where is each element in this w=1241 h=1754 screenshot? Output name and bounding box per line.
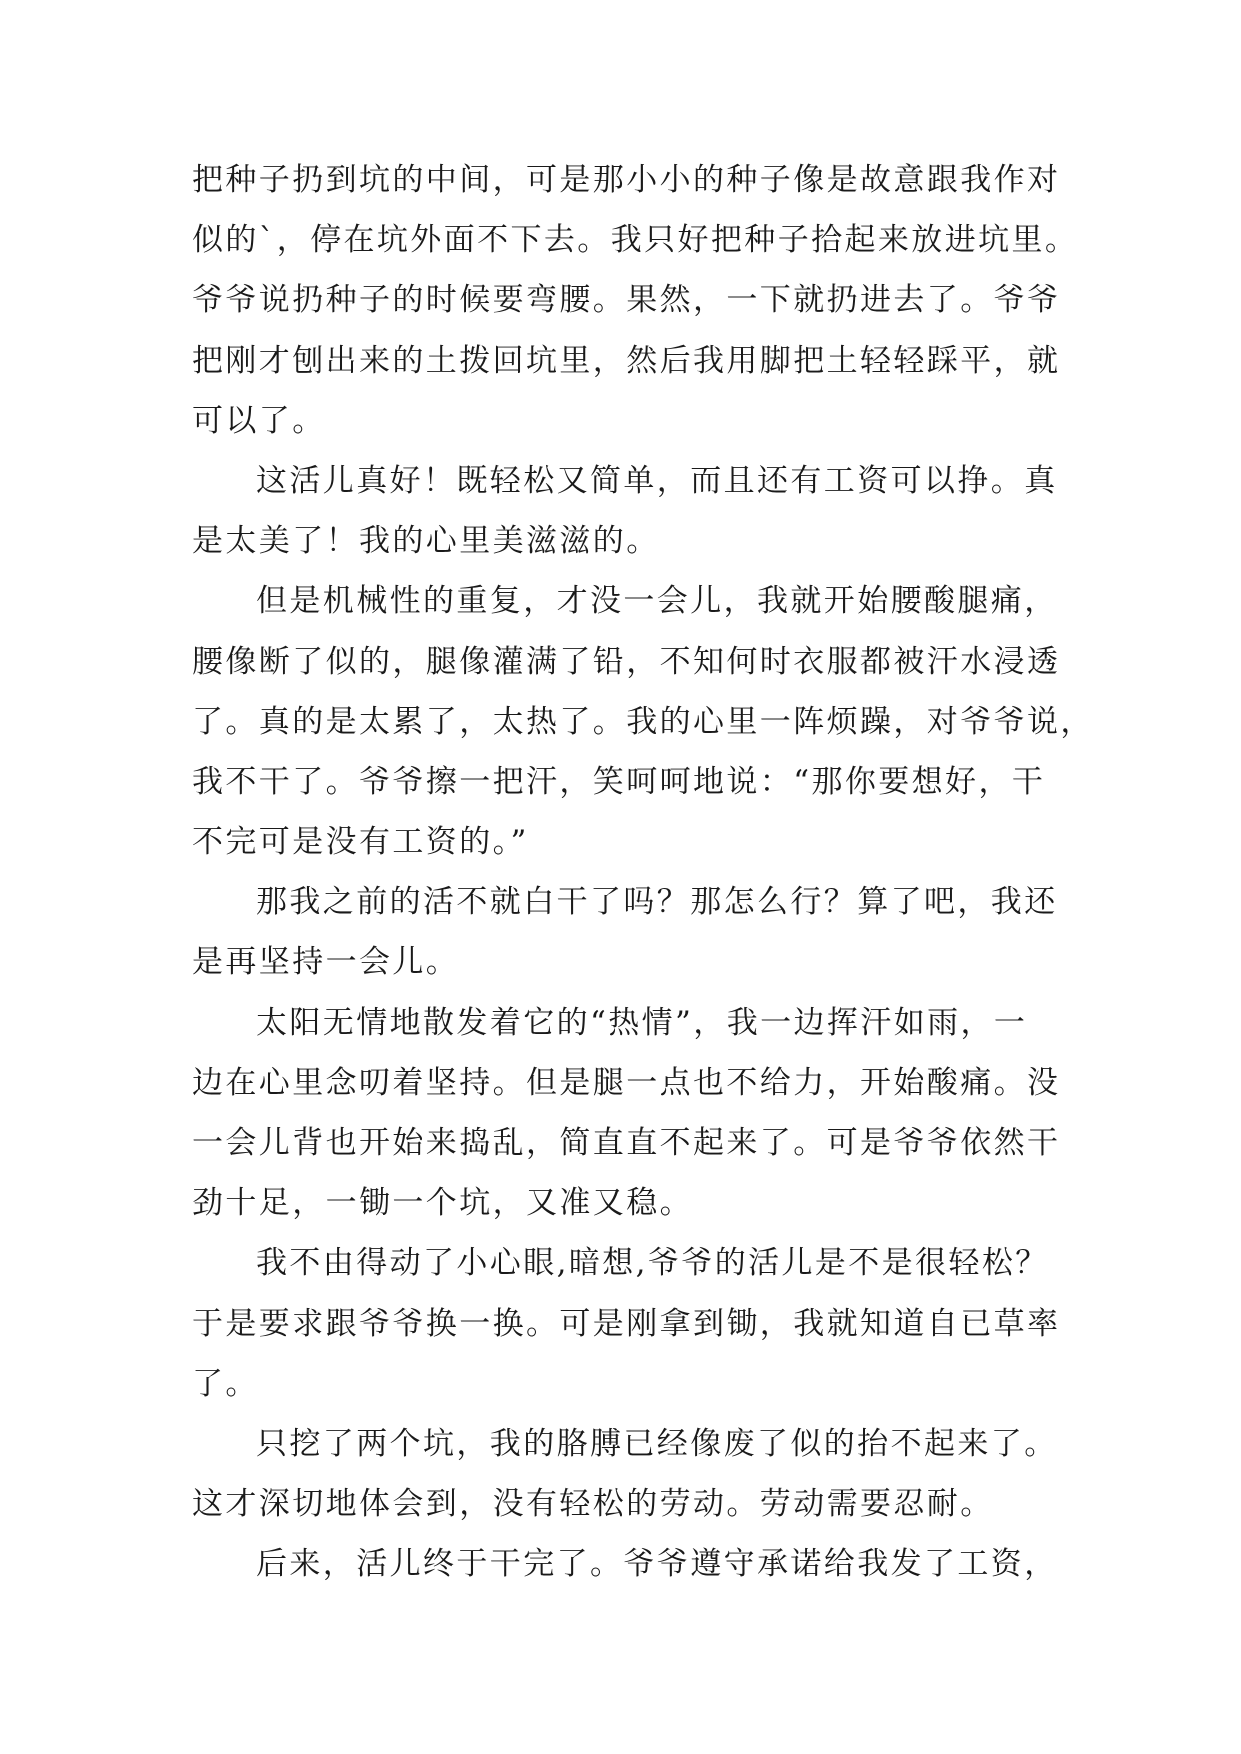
paragraph-start-line: 但是机械性的重复，才没一会儿，我就开始腰酸腿痛， <box>256 583 1058 620</box>
text-line: 爷爷说扔种子的时候要弯腰。果然，一下就扔进去了。爷爷 <box>192 282 1061 319</box>
paragraph-start-line: 那我之前的活不就白干了吗？那怎么行？算了吧，我还 <box>256 884 1058 921</box>
paragraph-start-line: 我不由得动了小心眼,暗想,爷爷的活儿是不是很轻松？ <box>256 1245 1049 1282</box>
text-line: 一会儿背也开始来捣乱，简直直不起来了。可是爷爷依然干 <box>192 1125 1061 1161</box>
text-line: 是太美了！我的心里美滋滋的。 <box>192 523 660 560</box>
text-line: 了。真的是太累了，太热了。我的心里一阵烦躁，对爷爷说， <box>192 703 1094 740</box>
text-line: 不完可是没有工资的。” <box>192 824 529 861</box>
text-line: 了。 <box>192 1365 259 1402</box>
text-line: 于是要求跟爷爷换一换。可是刚拿到锄，我就知道自已草率 <box>192 1305 1061 1342</box>
text-line: 腰像断了似的，腿像灌满了铅，不知何时衣服都被汗水浸透 <box>192 643 1061 680</box>
text-line: 把刚才刨出来的土拨回坑里，然后我用脚把土轻轻踩平，就 <box>192 342 1061 379</box>
text-line: 似的`，停在坑外面不下去。我只好把种子拾起来放进坑里。 <box>192 222 1079 259</box>
text-line: 这才深切地体会到，没有轻松的劳动。劳动需要忍耐。 <box>192 1486 994 1523</box>
text-line: 边在心里念叨着坚持。但是腿一点也不给力，开始酸痛。没 <box>192 1064 1061 1101</box>
text-line: 我不干了。爷爷擦一把汗，笑呵呵地说：“那你要想好，干 <box>192 763 1046 800</box>
paragraph-start-line: 后来，活儿终于干完了。爷爷遵守承诺给我发了工资， <box>256 1546 1058 1583</box>
paragraph-start-line: 这活儿真好！既轻松又简单，而且还有工资可以挣。真 <box>256 462 1058 499</box>
text-line: 劲十足，一锄一个坑，又准又稳。 <box>192 1185 693 1222</box>
text-line: 可以了。 <box>192 402 326 439</box>
body-text <box>192 150 1094 1595</box>
text-line: 是再坚持一会儿。 <box>192 944 460 981</box>
paragraph-start-line: 只挖了两个坑，我的胳膊已经像废了似的抬不起来了。 <box>256 1425 1058 1462</box>
paragraph-start-line: 太阳无情地散发着它的“热情”，我一边挥汗如雨，一 <box>256 1004 1028 1041</box>
text-line: 把种子扔到坑的中间，可是那小小的种子像是故意跟我作对 <box>192 162 1061 198</box>
